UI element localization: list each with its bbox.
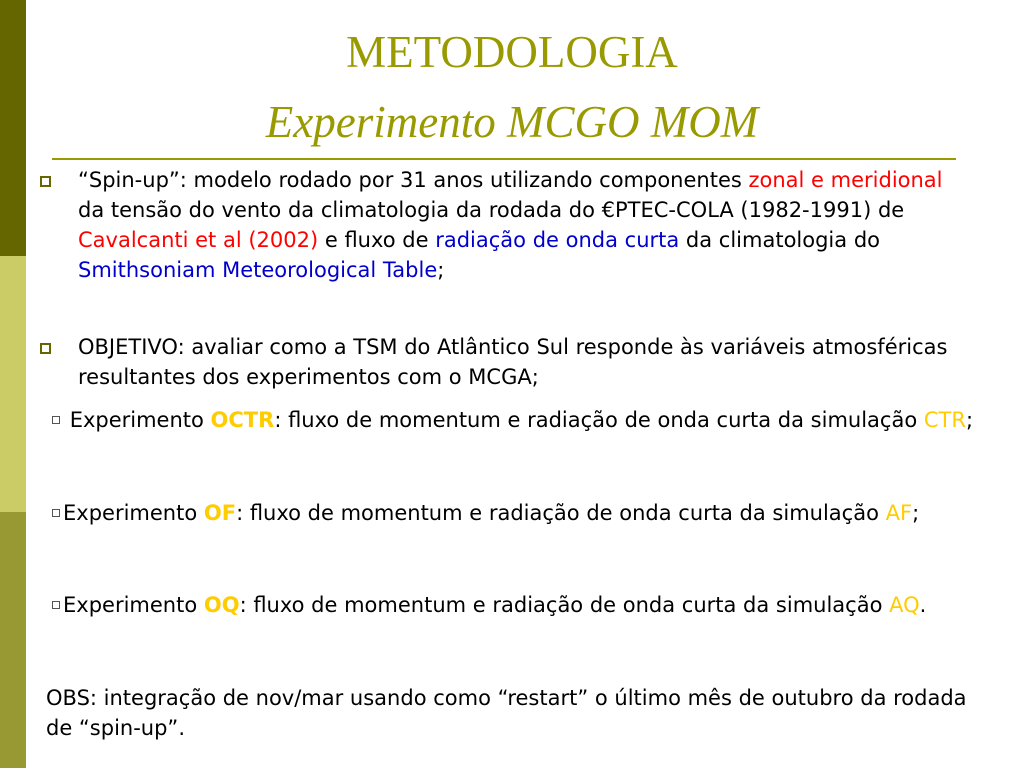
obs-note: OBS: integração de nov/mar usando como “restart” o último mês de outubro da rodada de “spin-up”. [46,686,967,740]
slide-title: METODOLOGIA [346,27,678,77]
bullet-spinup-text: “Spin-up”: modelo rodado por 31 anos utilizando componentes zonal e meridional da tensão do vento da climatologia da rodada do €PTEC-COLA (1982-1991) de Cavalcanti et al (2002) e fluxo de radiação de onda curta da climatologia do Smithsoniam Meteorological Table; [78,168,943,282]
square-bullet-icon [52,416,60,424]
square-bullet-icon [40,343,51,354]
side-band-top [0,0,26,256]
bullet-objetivo-text: OBJETIVO: avaliar como a TSM do Atlântico Sul responde às variáveis atmosféricas resultantes dos experimentos com o MCGA; [78,335,948,389]
experiment-octr: Experimento OCTR: fluxo de momentum e radiação de onda curta da simulação CTR; [46,405,986,435]
square-bullet-icon [40,176,51,187]
bullet-spinup [40,165,970,285]
square-bullet-icon [52,509,60,517]
bullet-objetivo [40,332,970,392]
experiment-of: Experimento OF: fluxo de momentum e radiação de onda curta da simulação AF; [46,498,986,528]
title-divider [52,158,956,160]
square-bullet-icon [52,601,60,609]
side-band-bottom [0,512,26,768]
experiment-oq: Experimento OQ: fluxo de momentum e radiação de onda curta da simulação AQ. [46,590,986,620]
slide-subtitle: Experimento MCGO MOM [265,97,759,147]
side-band-middle [0,256,26,512]
